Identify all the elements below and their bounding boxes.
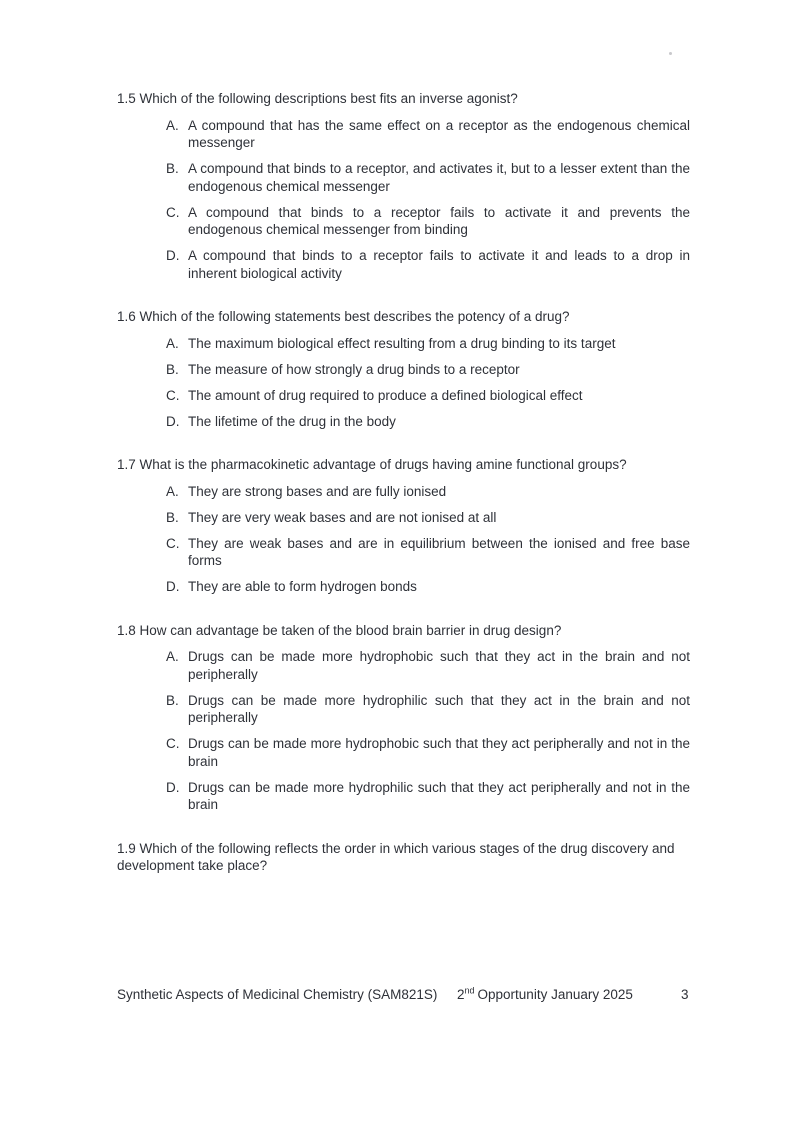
option-letter: A.: [166, 649, 179, 664]
option-text: They are very weak bases and are not ionised at all: [188, 509, 497, 525]
question-text: [117, 840, 690, 875]
option-letter: C.: [166, 736, 180, 751]
question-number: 1.7: [117, 457, 136, 472]
option-text: A compound that binds to a receptor fails to activate it and prevents the endogenous chemical messenger from binding: [188, 204, 690, 237]
page-footer: [117, 986, 692, 1006]
option-letter: B.: [166, 361, 179, 377]
option-row: [117, 413, 690, 431]
option-text: A compound that binds to a receptor, and activates it, but to a lesser extent than the endogenous chemical messenger: [188, 161, 690, 194]
question-text: [117, 308, 690, 326]
question-block: [117, 622, 690, 814]
question-body: Which of the following statements best describes the potency of a drug?: [139, 309, 570, 324]
option-row: [117, 735, 690, 770]
question-body: How can advantage be taken of the blood brain barrier in drug design?: [139, 622, 562, 638]
question-text: [117, 90, 690, 108]
option-row: [117, 483, 690, 501]
footer-session-ordinal: nd: [464, 985, 475, 996]
option-letter: B.: [166, 509, 179, 525]
option-row: [117, 387, 690, 405]
option-letter: B.: [166, 692, 179, 708]
option-text: They are able to form hydrogen bonds: [188, 579, 417, 594]
option-text: The amount of drug required to produce a defined biological effect: [188, 387, 583, 403]
option-text: They are weak bases and are in equilibrium between the ionised and free base forms: [188, 535, 690, 568]
option-letter: D.: [166, 413, 180, 429]
option-letter: C.: [166, 204, 180, 220]
option-letter: B.: [166, 161, 179, 176]
question-block: [117, 456, 690, 596]
option-row: [117, 692, 690, 727]
question-text: [117, 456, 690, 474]
option-row: [117, 578, 690, 596]
footer-session-text: Opportunity January 2025: [477, 987, 633, 1002]
option-letter: C.: [166, 535, 180, 551]
option-text: Drugs can be made more hydrophobic such that they act peripherally and not in the brain: [188, 736, 690, 769]
option-letter: D.: [166, 779, 180, 795]
option-row: [117, 535, 690, 570]
option-text: A compound that has the same effect on a receptor as the endogenous chemical messenger: [188, 117, 690, 150]
question-number: 1.6: [117, 309, 136, 324]
option-text: The measure of how strongly a drug binds to a receptor: [188, 361, 520, 377]
option-letter: A.: [166, 335, 179, 351]
option-text: The lifetime of the drug in the body: [188, 413, 396, 429]
option-text: Drugs can be made more hydrophobic such that they act in the brain and not peripherally: [188, 649, 690, 682]
option-row: [117, 247, 690, 282]
option-row: [117, 648, 690, 683]
option-text: A compound that binds to a receptor fails to activate it and leads to a drop in inherent biological activity: [188, 248, 690, 281]
question-text: [117, 622, 690, 640]
footer-session: [457, 986, 633, 1004]
option-row: [117, 204, 690, 239]
question-number: 1.8: [117, 622, 136, 638]
option-letter: A.: [166, 117, 179, 133]
question-body: What is the pharmacokinetic advantage of drugs having amine functional groups?: [139, 457, 627, 472]
option-letter: D.: [166, 579, 180, 594]
question-list: [117, 90, 690, 901]
option-row: [117, 335, 690, 353]
question-block: [117, 308, 690, 430]
question-number: 1.9: [117, 840, 136, 856]
option-letter: D.: [166, 248, 180, 263]
footer-course-title: Synthetic Aspects of Medicinal Chemistry (SAM821S): [117, 987, 438, 1002]
option-letter: A.: [166, 483, 179, 499]
question-body: Which of the following reflects the order in which various stages of the drug discovery and development take place?: [117, 840, 675, 873]
option-letter: C.: [166, 387, 180, 403]
page-number: 3: [681, 987, 689, 1002]
option-row: [117, 509, 690, 527]
option-row: [117, 117, 690, 152]
option-text: Drugs can be made more hydrophilic such that they act peripherally and not in the brain: [188, 779, 690, 812]
question-body: Which of the following descriptions best fits an inverse agonist?: [139, 91, 518, 106]
option-text: The maximum biological effect resulting from a drug binding to its target: [188, 335, 616, 351]
option-text: Drugs can be made more hydrophilic such that they act in the brain and not peripherally: [188, 692, 690, 725]
scan-artifact-dot: [669, 52, 672, 55]
question-block: [117, 90, 690, 282]
option-row: [117, 779, 690, 814]
option-row: [117, 160, 690, 195]
footer-session-number: 2: [457, 987, 465, 1002]
question-block: [117, 840, 690, 875]
question-number: 1.5: [117, 91, 136, 106]
option-text: They are strong bases and are fully ionised: [188, 483, 447, 499]
option-row: [117, 361, 690, 379]
